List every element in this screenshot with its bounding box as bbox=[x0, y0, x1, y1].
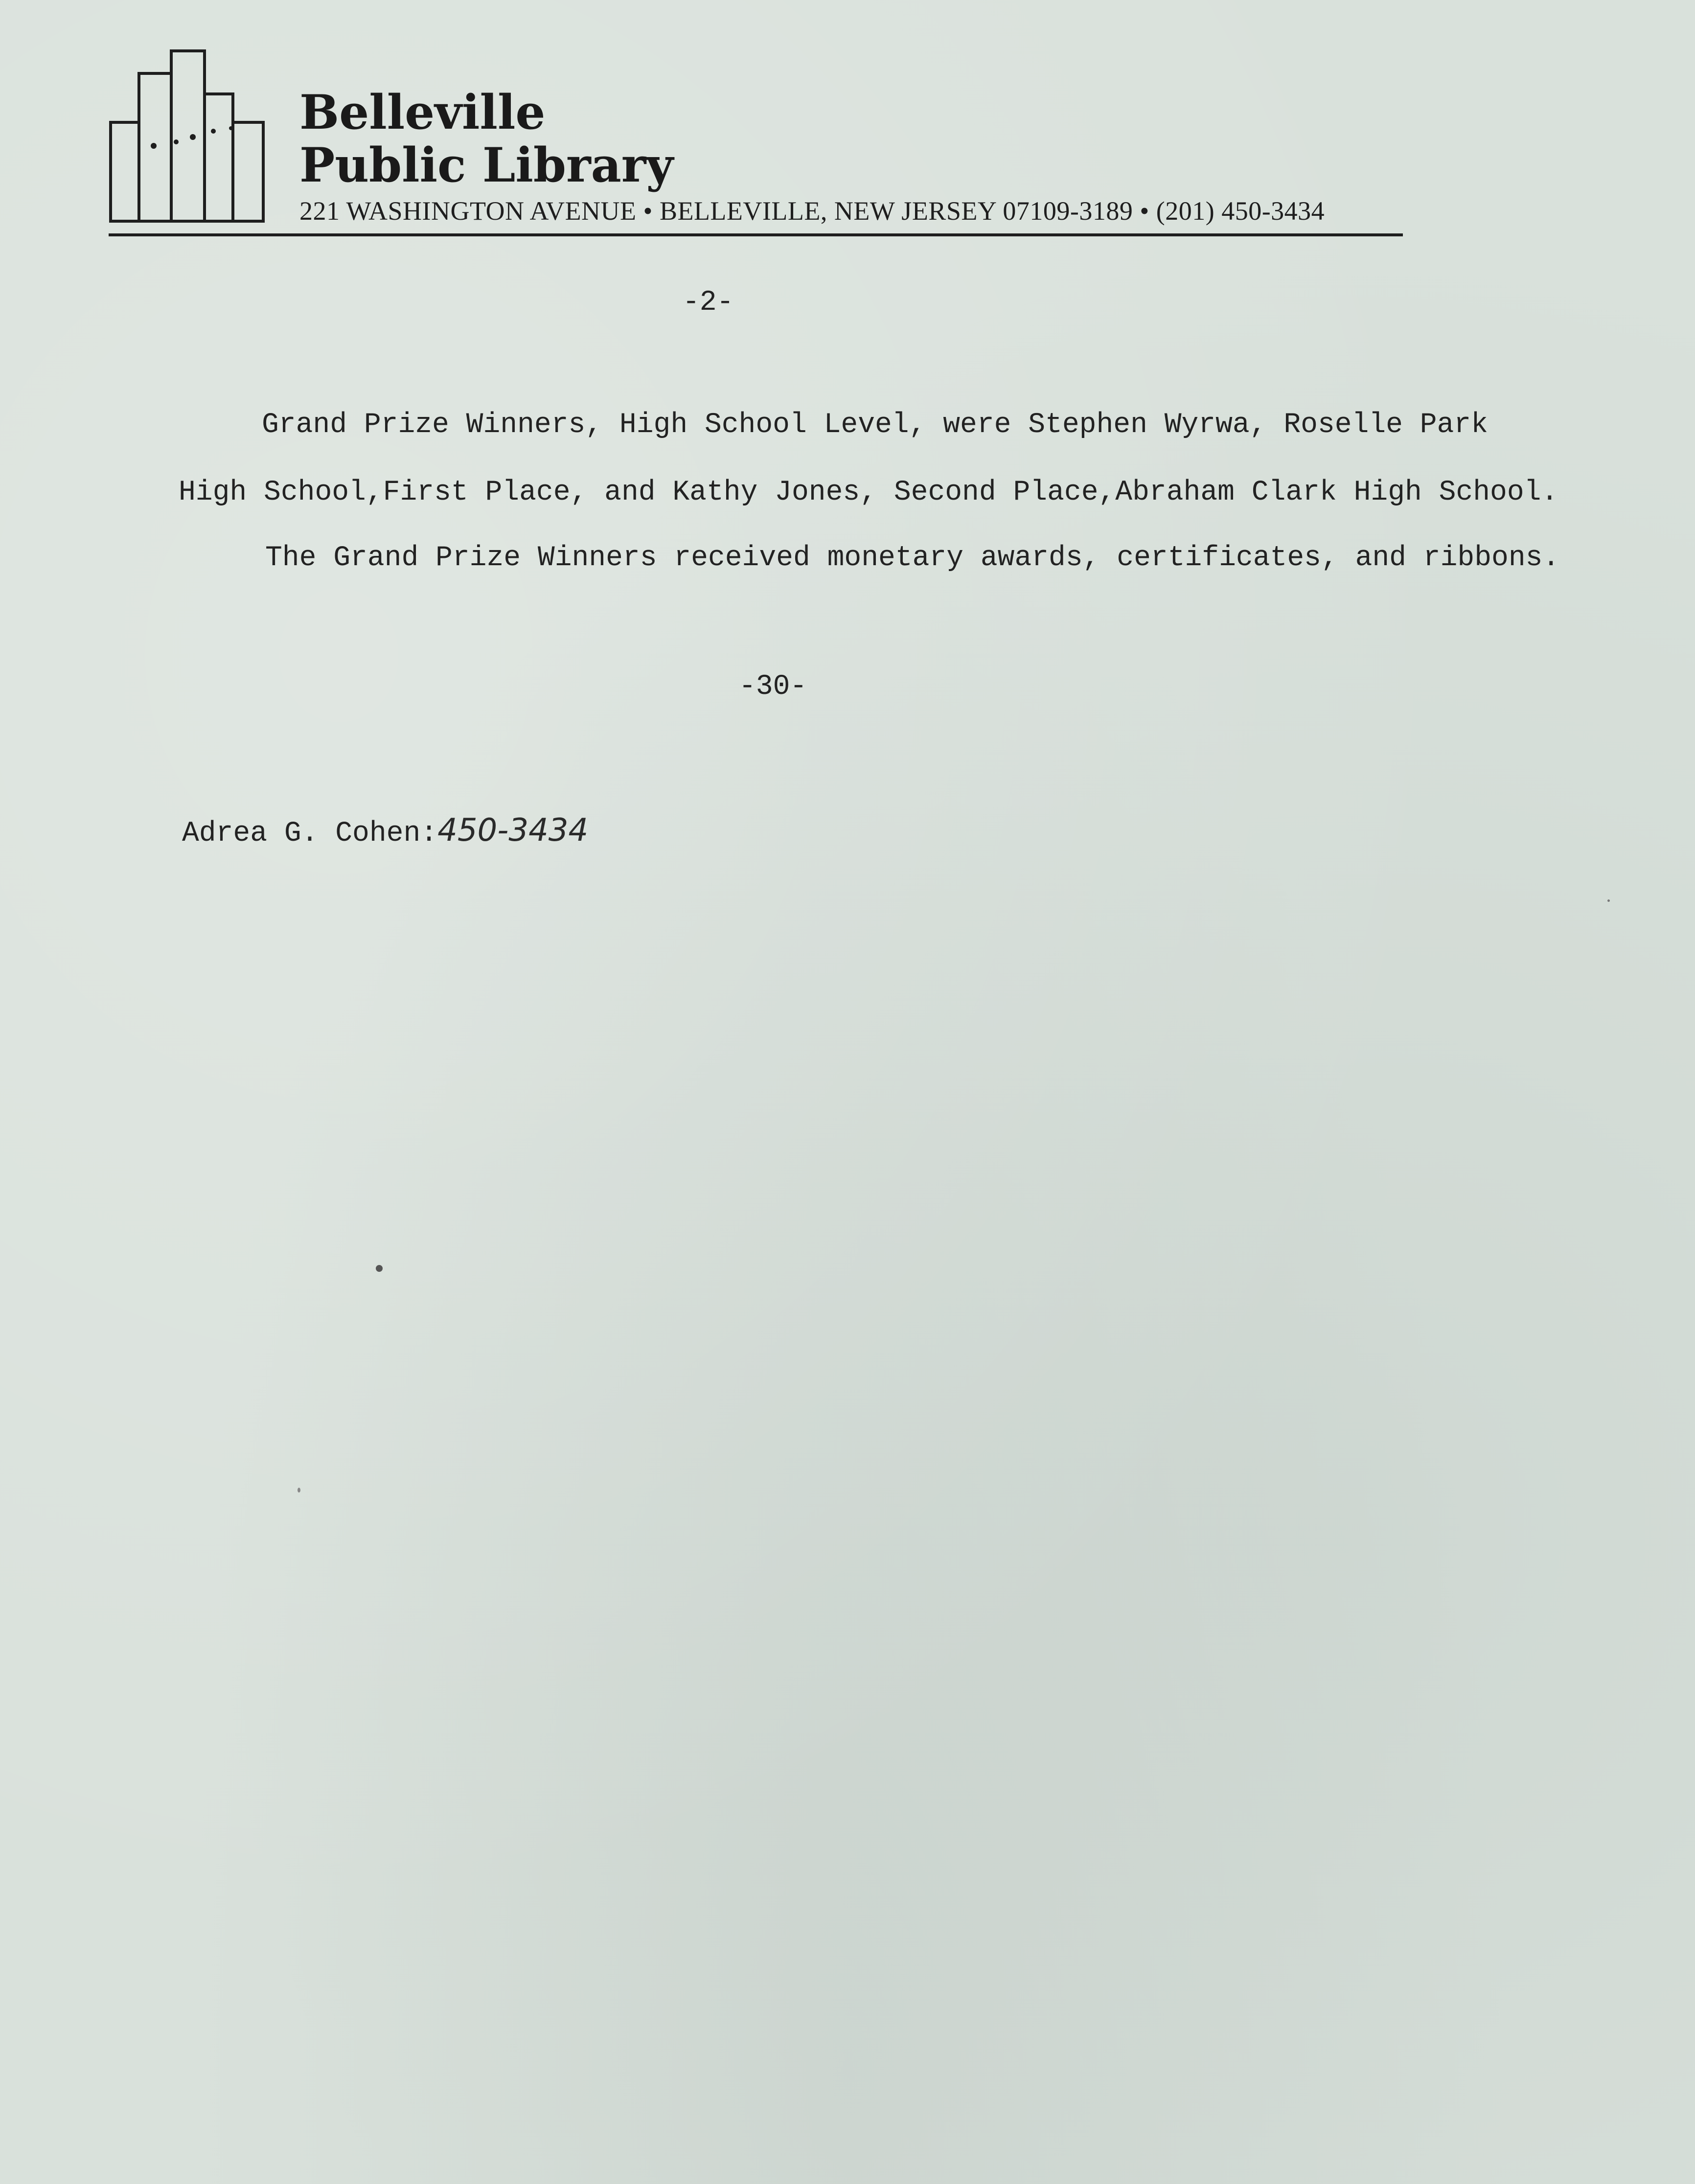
paper-speck bbox=[376, 1265, 383, 1272]
letterhead-divider bbox=[109, 233, 1403, 236]
library-name-line2: Public Library bbox=[299, 138, 674, 193]
contact-line bbox=[182, 812, 589, 850]
library-address: 221 WASHINGTON AVENUE • BELLEVILLE, NEW JERSEY 07109-3189 • (201) 450-3434 bbox=[299, 196, 1325, 226]
library-logo-icon bbox=[109, 49, 266, 223]
paper-speck bbox=[1607, 899, 1610, 902]
body-line-2: High School,First Place, and Kathy Jones, Second Place,Abraham Clark High School. bbox=[179, 477, 1558, 508]
body-line-1: Grand Prize Winners, High School Level, were Stephen Wyrwa, Roselle Park bbox=[262, 409, 1489, 441]
end-marker: -30- bbox=[739, 671, 807, 703]
contact-name: Adrea G. Cohen: bbox=[182, 818, 438, 850]
contact-phone: 450-3434 bbox=[437, 812, 589, 849]
body-line-3: The Grand Prize Winners received monetary awards, certificates, and ribbons. bbox=[265, 542, 1560, 574]
page-number: -2- bbox=[683, 287, 734, 319]
library-name-line1: Belleville bbox=[299, 85, 546, 140]
paper-speck bbox=[298, 1488, 300, 1493]
